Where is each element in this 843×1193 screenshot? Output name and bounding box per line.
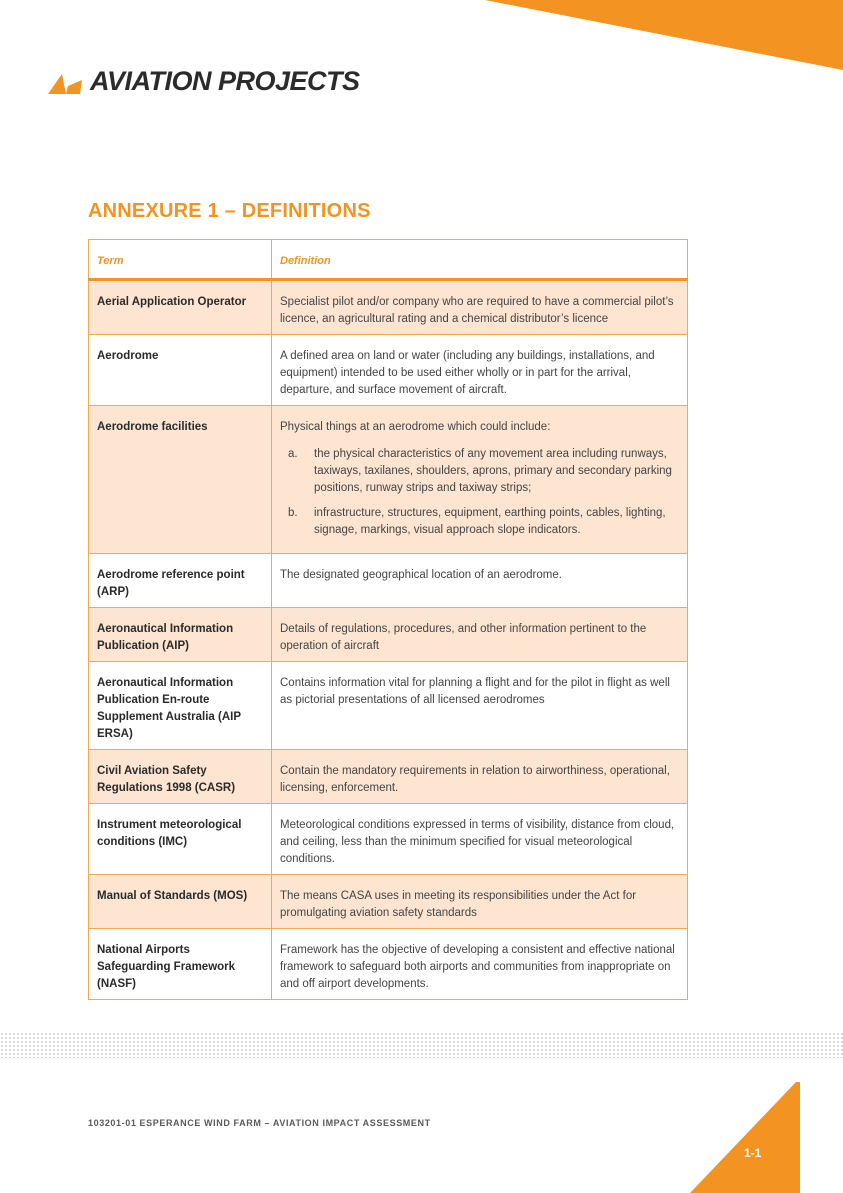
term-cell: National Airports Safeguarding Framework (NASF): [89, 929, 272, 1000]
list-letter: b.: [288, 507, 298, 519]
definition-cell: The means CASA uses in meeting its responsibilities under the Act for promulgating aviation safety standards: [272, 875, 688, 929]
page-number: 1-1: [744, 1146, 762, 1160]
header-definition: Definition: [272, 240, 688, 280]
definition-sub-list: [280, 446, 679, 539]
table-row: [89, 929, 688, 1000]
definition-cell: Details of regulations, procedures, and other information pertinent to the operation of aircraft: [272, 608, 688, 662]
definition-cell: A defined area on land or water (including any buildings, installations, and equipment) intended to be used either wholly or in part for the arrival, departure, and surface movement of aircraft.: [272, 335, 688, 406]
term-cell: Aeronautical Information Publication (AIP): [89, 608, 272, 662]
table-row: [89, 554, 688, 608]
term-cell: Aerodrome reference point (ARP): [89, 554, 272, 608]
definition-cell: Contains information vital for planning a flight and for the pilot in flight as well as pictorial presentations of all licensed aerodromes: [272, 662, 688, 750]
term-cell: Aerodrome facilities: [89, 406, 272, 554]
table-row: [89, 280, 688, 335]
table-row: [89, 750, 688, 804]
term-cell: Aerial Application Operator: [89, 280, 272, 335]
term-cell: Aeronautical Information Publication En-route Supplement Australia (AIP ERSA): [89, 662, 272, 750]
page-title: ANNEXURE 1 – DEFINITIONS: [88, 200, 371, 222]
definition-cell: Meteorological conditions expressed in terms of visibility, distance from cloud, and ceiling, less than the minimum specified for visual meteorological conditions.: [272, 804, 688, 875]
table-row: [89, 875, 688, 929]
header-term: Term: [89, 240, 272, 280]
logo-mark-icon: [48, 68, 84, 96]
definitions-table: [88, 239, 688, 1000]
list-text: infrastructure, structures, equipment, earthing points, cables, lighting, signage, markings, visual approach slope indicators.: [314, 507, 666, 536]
list-item: [280, 446, 679, 497]
definition-cell: The designated geographical location of an aerodrome.: [272, 554, 688, 608]
table-row: [89, 608, 688, 662]
footer-dot-pattern: [0, 1032, 843, 1058]
list-text: the physical characteristics of any movement area including runways, taxiways, taxilanes, shoulders, aprons, primary and secondary parking positions, runway strips and taxiway strips;: [314, 448, 672, 494]
term-cell: Instrument meteorological conditions (IMC): [89, 804, 272, 875]
list-letter: a.: [288, 448, 298, 460]
definition-intro: Physical things at an aerodrome which could include:: [280, 421, 551, 433]
definition-cell: Framework has the objective of developing a consistent and effective national framework to safeguard both airports and communities from inappropriate on and off airport developments.: [272, 929, 688, 1000]
footer-document-title: 103201-01 ESPERANCE WIND FARM – AVIATION IMPACT ASSESSMENT: [88, 1118, 431, 1128]
definition-cell: [272, 406, 688, 554]
table-row: [89, 804, 688, 875]
definition-cell: Contain the mandatory requirements in relation to airworthiness, operational, licensing, enforcement.: [272, 750, 688, 804]
term-cell: Civil Aviation Safety Regulations 1998 (CASR): [89, 750, 272, 804]
footer-corner-decoration: [690, 1082, 800, 1193]
table-row: [89, 662, 688, 750]
table-row: [89, 406, 688, 554]
definition-cell: Specialist pilot and/or company who are required to have a commercial pilot’s licence, an agricultural rating and a chemical distributor’s licence: [272, 280, 688, 335]
term-cell: Manual of Standards (MOS): [89, 875, 272, 929]
table-header-row: [89, 240, 688, 280]
logo-text: AVIATION PROJECTS: [90, 66, 360, 96]
list-item: [280, 505, 679, 539]
company-logo: [48, 66, 360, 97]
table-row: [89, 335, 688, 406]
term-cell: Aerodrome: [89, 335, 272, 406]
